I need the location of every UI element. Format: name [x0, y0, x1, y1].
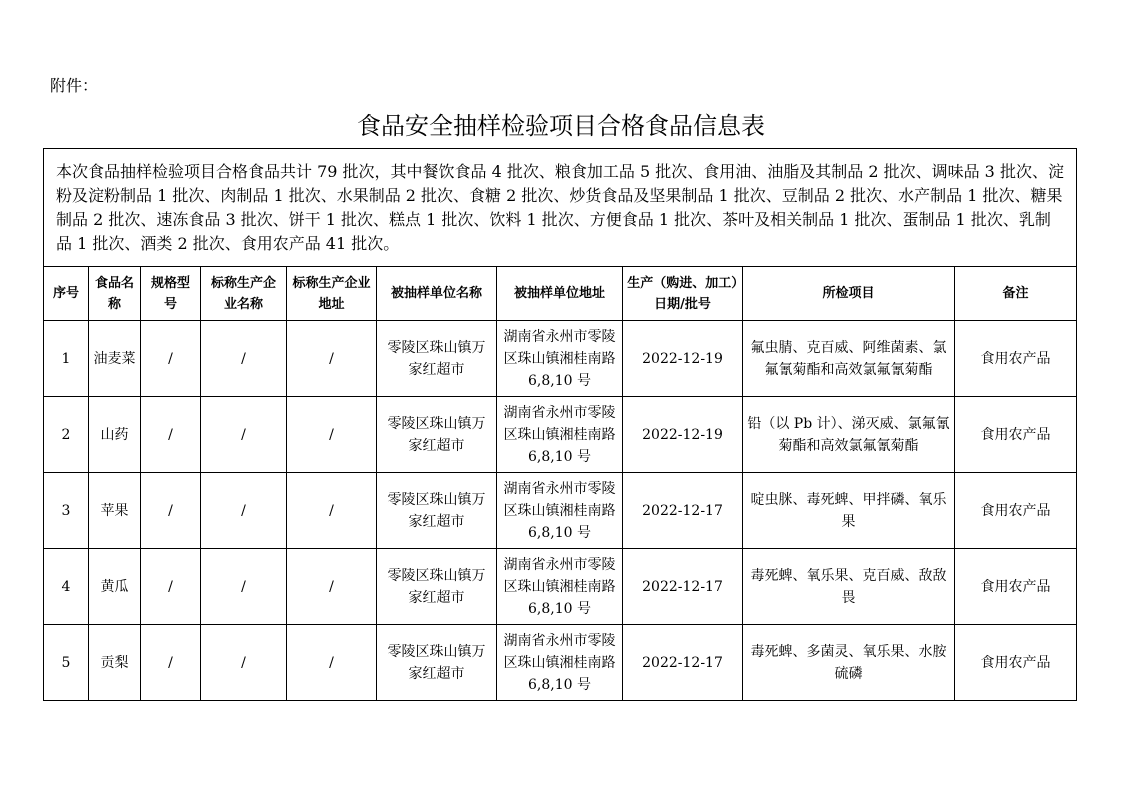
- cell-producer-address: /: [287, 473, 377, 549]
- qualified-food-table: [43, 148, 1077, 701]
- cell-sampled-unit: 零陵区珠山镇万家红超市: [377, 549, 497, 625]
- cell-producer-name: /: [201, 473, 287, 549]
- cell-sampled-unit: 零陵区珠山镇万家红超市: [377, 397, 497, 473]
- column-header-sampled-unit: 被抽样单位名称: [377, 267, 497, 321]
- cell-note: 食用农产品: [955, 397, 1077, 473]
- cell-test-items: 氟虫腈、克百威、阿维菌素、氯氟氰菊酯和高效氯氟氰菊酯: [743, 321, 955, 397]
- cell-producer-address: /: [287, 397, 377, 473]
- cell-test-items: 铅（以 Pb 计）、涕灭威、氯氟氰菊酯和高效氯氟氰菊酯: [743, 397, 955, 473]
- cell-no: 5: [44, 625, 89, 701]
- cell-sampled-address: 湖南省永州市零陵区珠山镇湘桂南路 6,8,10 号: [497, 625, 623, 701]
- column-header-spec: 规格型号: [141, 267, 201, 321]
- column-header-note: 备注: [955, 267, 1077, 321]
- cell-food-name: 黄瓜: [89, 549, 141, 625]
- cell-sampled-unit: 零陵区珠山镇万家红超市: [377, 321, 497, 397]
- cell-sampled-address: 湖南省永州市零陵区珠山镇湘桂南路 6,8,10 号: [497, 397, 623, 473]
- summary-row: [44, 149, 1077, 267]
- cell-producer-name: /: [201, 625, 287, 701]
- cell-date: 2022-12-17: [623, 625, 743, 701]
- cell-note: 食用农产品: [955, 473, 1077, 549]
- cell-food-name: 苹果: [89, 473, 141, 549]
- cell-date: 2022-12-17: [623, 549, 743, 625]
- cell-note: 食用农产品: [955, 321, 1077, 397]
- cell-sampled-unit: 零陵区珠山镇万家红超市: [377, 473, 497, 549]
- cell-no: 4: [44, 549, 89, 625]
- column-header-producer-name: 标称生产企业名称: [201, 267, 287, 321]
- table-row: [44, 549, 1077, 625]
- column-header-test-items: 所检项目: [743, 267, 955, 321]
- cell-spec: /: [141, 397, 201, 473]
- column-header-food-name: 食品名称: [89, 267, 141, 321]
- cell-producer-name: /: [201, 549, 287, 625]
- cell-spec: /: [141, 321, 201, 397]
- cell-producer-address: /: [287, 625, 377, 701]
- cell-test-items: 毒死蜱、多菌灵、氧乐果、水胺硫磷: [743, 625, 955, 701]
- cell-producer-name: /: [201, 321, 287, 397]
- cell-food-name: 贡梨: [89, 625, 141, 701]
- cell-no: 1: [44, 321, 89, 397]
- cell-food-name: 油麦菜: [89, 321, 141, 397]
- column-header-producer-address: 标称生产企业地址: [287, 267, 377, 321]
- cell-note: 食用农产品: [955, 549, 1077, 625]
- table-row: [44, 473, 1077, 549]
- cell-producer-address: /: [287, 549, 377, 625]
- cell-spec: /: [141, 549, 201, 625]
- table-row: [44, 321, 1077, 397]
- cell-sampled-address: 湖南省永州市零陵区珠山镇湘桂南路 6,8,10 号: [497, 549, 623, 625]
- column-header-date: 生产（购进、加工）日期/批号: [623, 267, 743, 321]
- cell-food-name: 山药: [89, 397, 141, 473]
- cell-spec: /: [141, 625, 201, 701]
- cell-date: 2022-12-19: [623, 397, 743, 473]
- cell-no: 3: [44, 473, 89, 549]
- cell-date: 2022-12-19: [623, 321, 743, 397]
- cell-producer-name: /: [201, 397, 287, 473]
- cell-test-items: 啶虫脒、毒死蜱、甲拌磷、氧乐果: [743, 473, 955, 549]
- table-row: [44, 397, 1077, 473]
- cell-date: 2022-12-17: [623, 473, 743, 549]
- summary-text: 本次食品抽样检验项目合格食品共计 79 批次，其中餐饮食品 4 批次、粮食加工品 5 批次、食用油、油脂及其制品 2 批次、调味品 3 批次、淀粉及淀粉制品 1 批次、肉制品 1 批次、水果制品 2 批次、食糖 2 批次、炒货食品及坚果制品 1 批次、豆制品 2 批次、水产制品 1 批次、糖果制品 2 批次、速冻食品 3 批次、饼干 1 批次、糕点 1 批次、饮料 1 批次、方便食品 1 批次、茶叶及相关制品 1 批次、蛋制品 1 批次、乳制品 1 批次、酒类 2 批次、食用农产品 41 批次。: [44, 149, 1077, 267]
- document-title: 食品安全抽样检验项目合格食品信息表: [357, 112, 765, 140]
- attachment-label: 附件：: [50, 76, 99, 95]
- column-header-sampled-address: 被抽样单位地址: [497, 267, 623, 321]
- column-header-no: 序号: [44, 267, 89, 321]
- table-header-row: [44, 267, 1077, 321]
- cell-sampled-address: 湖南省永州市零陵区珠山镇湘桂南路 6,8,10 号: [497, 321, 623, 397]
- cell-note: 食用农产品: [955, 625, 1077, 701]
- cell-no: 2: [44, 397, 89, 473]
- cell-test-items: 毒死蜱、氧乐果、克百威、敌敌畏: [743, 549, 955, 625]
- cell-producer-address: /: [287, 321, 377, 397]
- cell-sampled-address: 湖南省永州市零陵区珠山镇湘桂南路 6,8,10 号: [497, 473, 623, 549]
- table-row: [44, 625, 1077, 701]
- cell-spec: /: [141, 473, 201, 549]
- cell-sampled-unit: 零陵区珠山镇万家红超市: [377, 625, 497, 701]
